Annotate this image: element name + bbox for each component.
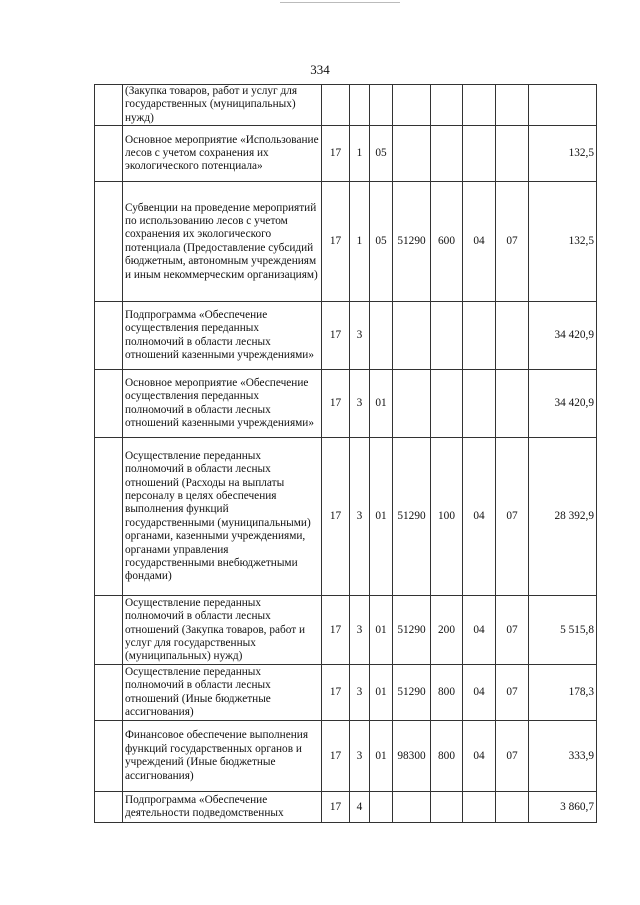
scan-artifact-top — [280, 2, 400, 3]
subchapter-code-cell — [496, 370, 529, 438]
subchapter-code-cell: 07 — [496, 665, 529, 721]
target-code-cell — [393, 126, 431, 182]
measure-code-cell — [370, 792, 393, 823]
expense-type-cell — [431, 126, 463, 182]
amount-cell: 178,3 — [529, 665, 597, 721]
table-row — [95, 302, 597, 370]
row-description: Осуществление переданных полномочий в области лесных отношений (Иные бюджетные ассигнования) — [123, 665, 322, 721]
measure-code-cell — [370, 302, 393, 370]
measure-code-cell — [370, 85, 393, 126]
chapter-code-cell: 04 — [463, 721, 496, 792]
section-code-cell: 17 — [322, 665, 350, 721]
blank-cell — [95, 370, 123, 438]
subsection-code-cell — [350, 85, 370, 126]
row-description: Финансовое обеспечение выполнения функций государственных органов и учреждений (Иные бюджетные ассигнования) — [123, 721, 322, 792]
chapter-code-cell: 04 — [463, 665, 496, 721]
subchapter-code-cell — [496, 302, 529, 370]
blank-cell — [95, 126, 123, 182]
table-row — [95, 438, 597, 596]
measure-code-cell: 01 — [370, 665, 393, 721]
target-code-cell: 51290 — [393, 182, 431, 302]
measure-code-cell: 01 — [370, 596, 393, 665]
blank-cell — [95, 85, 123, 126]
subsection-code-cell: 3 — [350, 596, 370, 665]
target-code-cell: 51290 — [393, 438, 431, 596]
subchapter-code-cell: 07 — [496, 182, 529, 302]
table-row — [95, 182, 597, 302]
amount-cell: 34 420,9 — [529, 370, 597, 438]
subsection-code-cell: 3 — [350, 438, 370, 596]
section-code-cell: 17 — [322, 792, 350, 823]
row-description: Подпрограмма «Обеспечение осуществления переданных полномочий в области лесных отношений казенными учреждениями» — [123, 302, 322, 370]
row-description: Основное мероприятие «Обеспечение осуществления переданных полномочий в области лесных отношений казенными учреждениями» — [123, 370, 322, 438]
blank-cell — [95, 792, 123, 823]
subsection-code-cell: 3 — [350, 721, 370, 792]
table-row — [95, 721, 597, 792]
table-row — [95, 85, 597, 126]
amount-cell: 132,5 — [529, 126, 597, 182]
blank-cell — [95, 302, 123, 370]
measure-code-cell: 01 — [370, 721, 393, 792]
measure-code-cell: 01 — [370, 438, 393, 596]
blank-cell — [95, 721, 123, 792]
subchapter-code-cell: 07 — [496, 596, 529, 665]
target-code-cell — [393, 370, 431, 438]
target-code-cell: 51290 — [393, 665, 431, 721]
page-number: 334 — [310, 62, 330, 77]
blank-cell — [95, 665, 123, 721]
table-row — [95, 370, 597, 438]
subsection-code-cell: 4 — [350, 792, 370, 823]
chapter-code-cell — [463, 126, 496, 182]
chapter-code-cell: 04 — [463, 596, 496, 665]
chapter-code-cell — [463, 792, 496, 823]
blank-cell — [95, 182, 123, 302]
amount-cell: 5 515,8 — [529, 596, 597, 665]
table-row — [95, 792, 597, 823]
subsection-code-cell: 3 — [350, 665, 370, 721]
target-code-cell — [393, 792, 431, 823]
subsection-code-cell: 1 — [350, 182, 370, 302]
amount-cell: 333,9 — [529, 721, 597, 792]
target-code-cell: 51290 — [393, 596, 431, 665]
chapter-code-cell: 04 — [463, 182, 496, 302]
expense-type-cell — [431, 85, 463, 126]
section-code-cell: 17 — [322, 370, 350, 438]
expense-type-cell: 600 — [431, 182, 463, 302]
measure-code-cell: 05 — [370, 126, 393, 182]
table-row — [95, 126, 597, 182]
amount-cell — [529, 85, 597, 126]
subsection-code-cell: 1 — [350, 126, 370, 182]
section-code-cell — [322, 85, 350, 126]
amount-cell: 3 860,7 — [529, 792, 597, 823]
row-description: Осуществление переданных полномочий в области лесных отношений (Закупка товаров, работ и услуг для государственных (муниципальных) нужд) — [123, 596, 322, 665]
section-code-cell: 17 — [322, 721, 350, 792]
subsection-code-cell: 3 — [350, 370, 370, 438]
section-code-cell: 17 — [322, 302, 350, 370]
target-code-cell — [393, 302, 431, 370]
section-code-cell: 17 — [322, 596, 350, 665]
row-description: (Закупка товаров, работ и услуг для государственных (муниципальных) нужд) — [123, 85, 322, 126]
blank-cell — [95, 438, 123, 596]
section-code-cell: 17 — [322, 438, 350, 596]
subchapter-code-cell — [496, 792, 529, 823]
subchapter-code-cell — [496, 126, 529, 182]
budget-table — [94, 84, 597, 823]
chapter-code-cell — [463, 85, 496, 126]
section-code-cell: 17 — [322, 182, 350, 302]
subchapter-code-cell: 07 — [496, 721, 529, 792]
subchapter-code-cell: 07 — [496, 438, 529, 596]
target-code-cell — [393, 85, 431, 126]
row-description: Подпрограмма «Обеспечение деятельности подведомственных — [123, 792, 322, 823]
row-description: Осуществление переданных полномочий в области лесных отношений (Расходы на выплаты персоналу в целях обеспечения выполнения функций государственными (муниципальными) органами, казенными учреждениями, органами управления государственными внебюджетными фондами) — [123, 438, 322, 596]
chapter-code-cell: 04 — [463, 438, 496, 596]
blank-cell — [95, 596, 123, 665]
amount-cell: 34 420,9 — [529, 302, 597, 370]
amount-cell: 132,5 — [529, 182, 597, 302]
row-description: Основное мероприятие «Использование лесов с учетом сохранения их экологического потенциала» — [123, 126, 322, 182]
measure-code-cell: 01 — [370, 370, 393, 438]
measure-code-cell: 05 — [370, 182, 393, 302]
table-row — [95, 665, 597, 721]
expense-type-cell — [431, 302, 463, 370]
expense-type-cell: 800 — [431, 665, 463, 721]
amount-cell: 28 392,9 — [529, 438, 597, 596]
table-row — [95, 596, 597, 665]
section-code-cell: 17 — [322, 126, 350, 182]
expense-type-cell: 100 — [431, 438, 463, 596]
expense-type-cell — [431, 792, 463, 823]
subsection-code-cell: 3 — [350, 302, 370, 370]
chapter-code-cell — [463, 302, 496, 370]
row-description: Субвенции на проведение мероприятий по использованию лесов с учетом сохранения их экологического потенциала (Предоставление субсидий бюджетным, автономным учреждениям и иным некоммерческим организациям) — [123, 182, 322, 302]
expense-type-cell: 800 — [431, 721, 463, 792]
expense-type-cell: 200 — [431, 596, 463, 665]
target-code-cell: 98300 — [393, 721, 431, 792]
subchapter-code-cell — [496, 85, 529, 126]
expense-type-cell — [431, 370, 463, 438]
chapter-code-cell — [463, 370, 496, 438]
